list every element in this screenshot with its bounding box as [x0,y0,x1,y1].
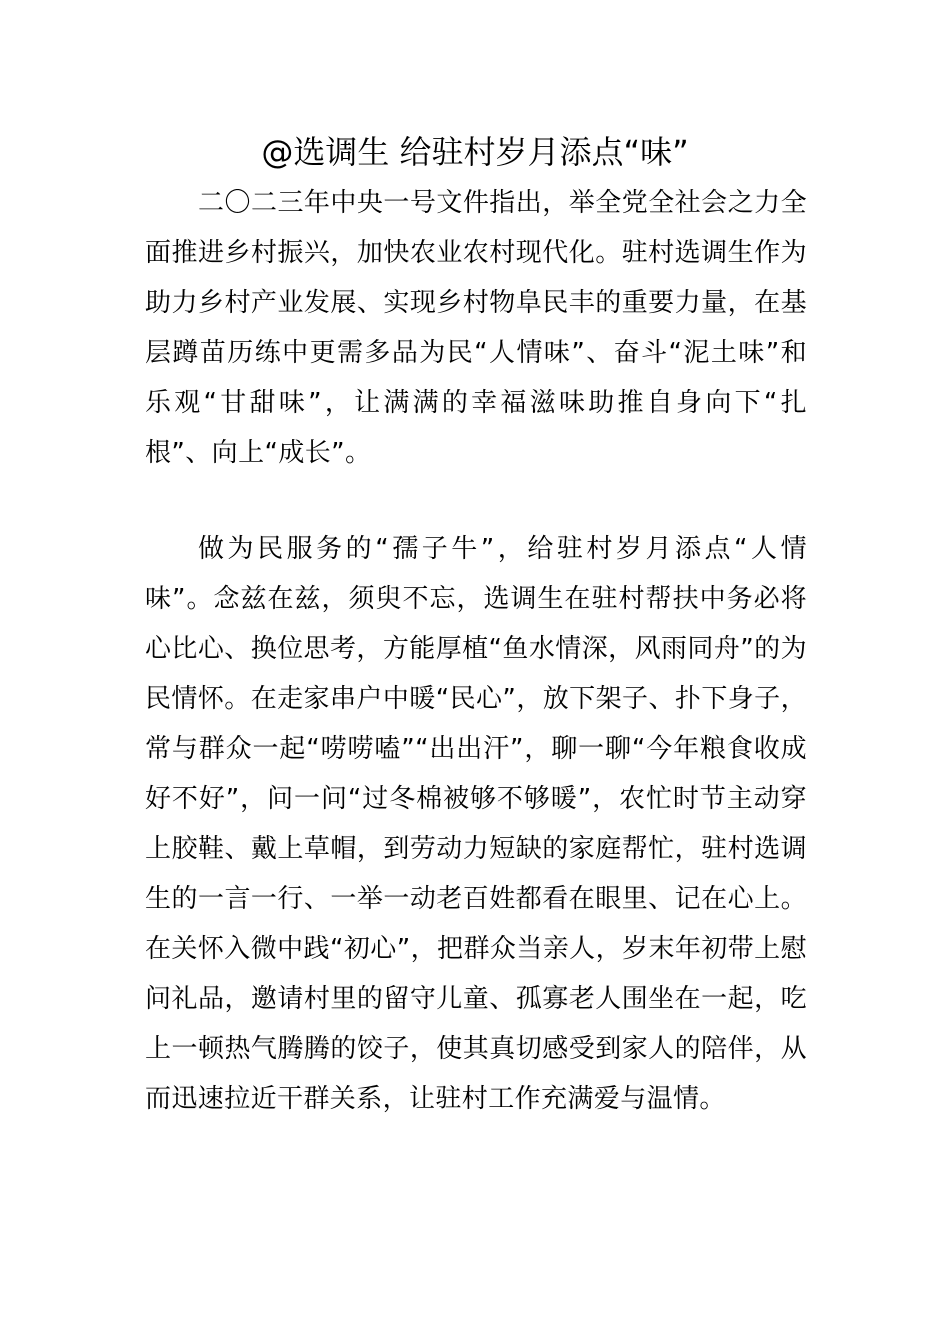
document-title: @选调生 给驻村岁月添点“味” [261,133,689,171]
paragraph-intro: 二〇二三年中央一号文件指出，举全党全社会之力全面推进乡村振兴，加快农业农村现代化。驻村选调生作为助力乡村产业发展、实现乡村物阜民丰的重要力量，在基层蹲苗历练中更需多品为民“人情味”、奋斗“泥土味”和乐观“甘甜味”，让满满的幸福滋味助推自身向下“扎根”、向上“成长”。 [145,188,807,468]
paragraph-renqingwei: 做为民服务的“孺子牛”，给驻村岁月添点“人情味”。念兹在兹，须臾不忘，选调生在驻村帮扶中务必将心比心、换位思考，方能厚植“鱼水情深，风雨同舟”的为民情怀。在走家串户中暖“民心”，放下架子、扑下身子，常与群众一起“唠唠嗑”“出出汗”，聊一聊“今年粮食收成好不好”，问一问“过冬棉被够不够暖”，农忙时节主动穿上胶鞋、戴上草帽，到劳动力短缺的家庭帮忙，驻村选调生的一言一行、一举一动老百姓都看在眼里、记在心上。在关怀入微中践“初心”，把群众当亲人，岁末年初带上慰问礼品，邀请村里的留守儿童、孤寡老人围坐在一起，吃上一顿热气腾腾的饺子，使其真切感受到家人的陪伴，从而迅速拉近干群关系，让驻村工作充满爱与温情。 [145,534,807,1114]
